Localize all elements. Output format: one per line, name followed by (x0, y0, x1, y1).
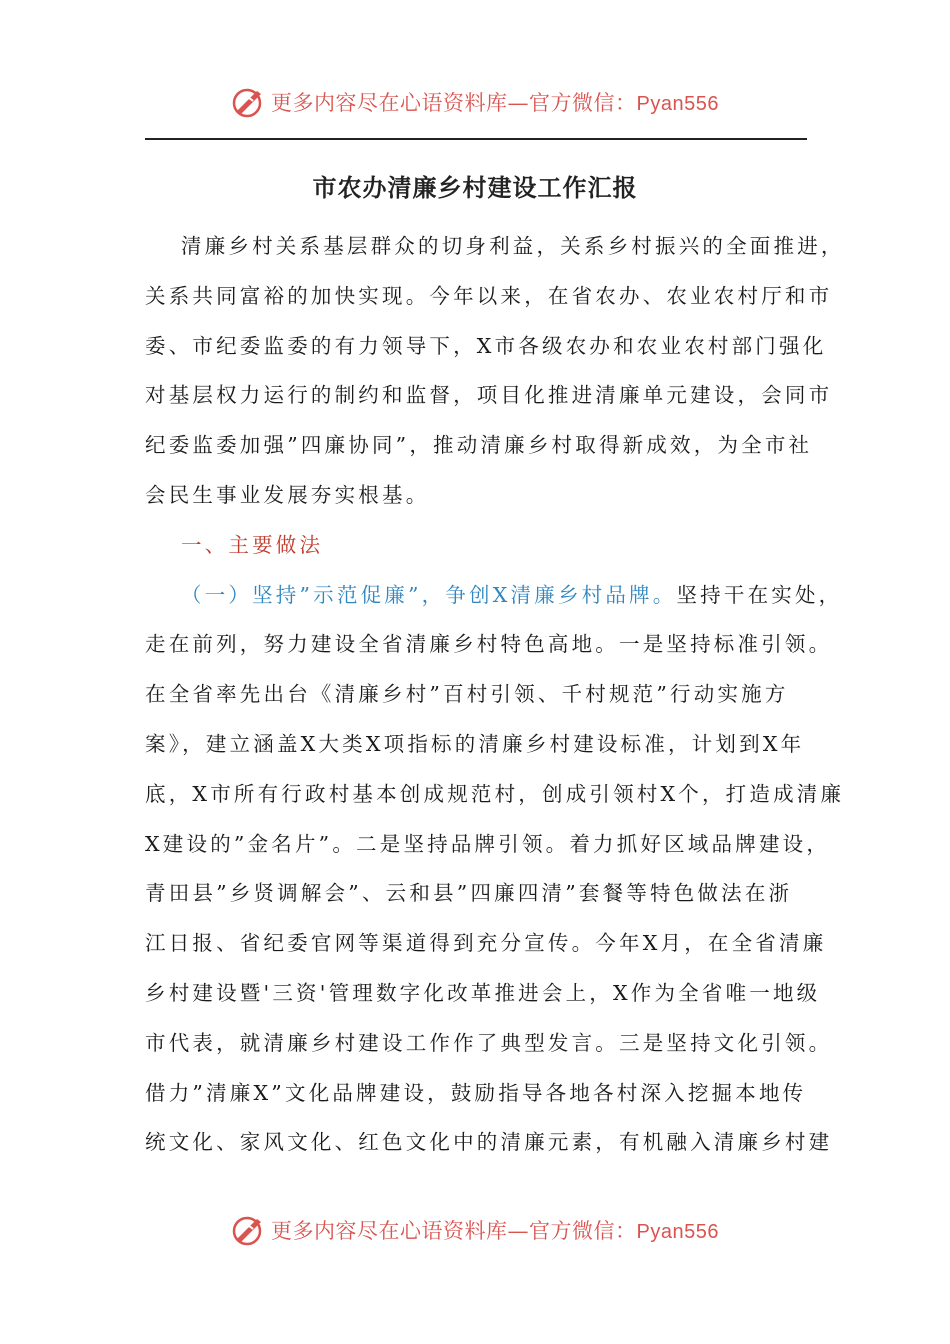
section-heading: 一、主要做法 (181, 532, 324, 557)
paragraph-line: 会民生事业发展夯实根基。 (145, 482, 430, 507)
paragraph-line: 乡村建设暨'三资'管理数字化改革推进会上，X作为全省唯一地级 (145, 980, 821, 1005)
wechat-id: Pyan556 (636, 1221, 719, 1243)
paragraph-line: 青田县”乡贤调解会”、云和县”四廉四清”套餐等特色做法在浙 (145, 881, 793, 906)
paragraph-line: 纪委监委加强”四廉协同”，推动清廉乡村取得新成效，为全市社 (145, 433, 813, 458)
paragraph-line: 案》，建立涵盖X大类X项指标的清廉乡村建设标准，计划到X年 (145, 731, 805, 756)
document-body (145, 222, 845, 1168)
paragraph-line: 底，X市所有行政村基本创成规范村，创成引领村X个，打造成清廉 (145, 781, 845, 806)
watermark-text: 更多内容尽在心语资料库—官方微信：Pyan556 (271, 1219, 719, 1243)
wechat-id: Pyan556 (636, 93, 719, 115)
paragraph-line: 对基层权力运行的制约和监督，项目化推进清廉单元建设，会同市 (145, 383, 833, 408)
paragraph-line: 清廉乡村关系基层群众的切身利益，关系乡村振兴的全面推进， (181, 234, 845, 258)
paragraph-line: 统文化、家风文化、红色文化中的清廉元素，有机融入清廉乡村建 (145, 1130, 833, 1155)
paragraph-line: 委、市纪委监委的有力领导下，X市各级农办和农业农村部门强化 (145, 333, 827, 358)
page-title: 市农办清廉乡村建设工作汇报 (312, 173, 638, 202)
paragraph-line: 走在前列，努力建设全省清廉乡村特色高地。一是坚持标准引领。 (145, 632, 833, 657)
pen-seal-logo-icon (231, 85, 265, 119)
paragraph-line: 在全省率先出台《清廉乡村”百村引领、千村规范”行动实施方 (145, 682, 789, 707)
subheading-line (145, 571, 843, 621)
watermark-text: 更多内容尽在心语资料库—官方微信：Pyan556 (271, 91, 719, 115)
pen-seal-logo-icon (231, 1213, 265, 1247)
header-watermark (0, 82, 950, 122)
subheading: （一）坚持”示范促廉”，争创X清廉乡村品牌。 (181, 582, 677, 607)
paragraph-line: X建设的”金名片”。二是坚持品牌引领。着力抓好区域品牌建设， (145, 831, 831, 856)
paragraph-line: 借力”清廉X”文化品牌建设，鼓励指导各地各村深入挖掘本地传 (145, 1080, 807, 1105)
paragraph-line: 关系共同富裕的加快实现。今年以来，在省农办、农业农村厅和市 (145, 283, 833, 308)
footer-watermark (0, 1210, 950, 1250)
paragraph-line: 市代表，就清廉乡村建设工作作了典型发言。三是坚持文化引领。 (145, 1030, 833, 1055)
subheading-tail: 坚持干在实处， (676, 582, 843, 607)
paragraph-line: 江日报、省纪委官网等渠道得到充分宣传。今年X月，在全省清廉 (145, 931, 827, 956)
header-divider (145, 138, 807, 140)
